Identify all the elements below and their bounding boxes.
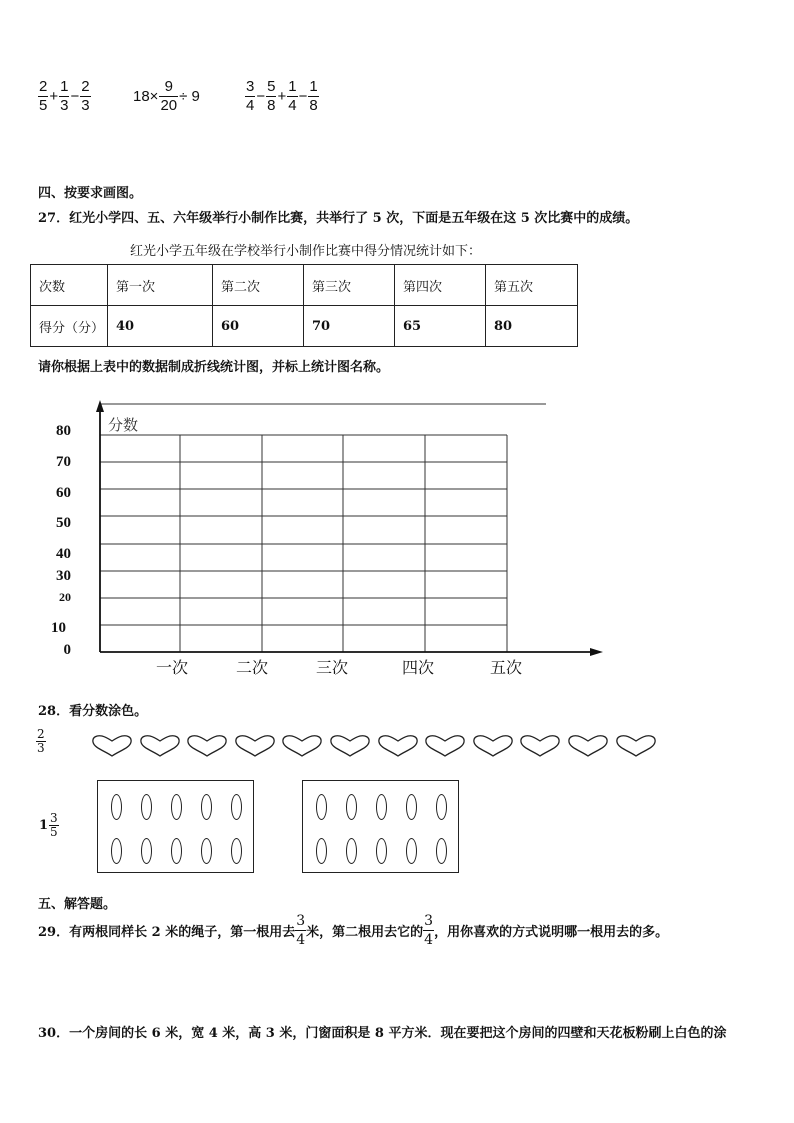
frac-num: 2: [81, 78, 90, 95]
y-axis-arrow: [96, 400, 104, 412]
score-table: [30, 264, 578, 347]
oval-shape: [436, 794, 447, 820]
table-cell: 65: [395, 306, 486, 347]
y-tick-label: 0: [63, 642, 71, 658]
fraction: [287, 78, 297, 115]
table-cell: 40: [108, 306, 213, 347]
oval-shape: [141, 838, 152, 864]
question-29-text: [38, 912, 668, 949]
q29-part3: ，用你喜欢的方式说明哪一根用去的多。: [434, 925, 669, 940]
operator: +: [49, 88, 59, 105]
calc-expression-3: [245, 78, 319, 115]
fraction-two-thirds: [36, 728, 46, 755]
fraction: [59, 78, 69, 115]
question-30-text: 30．一个房间的长 6 米，宽 4 米，高 3 米，门窗面积是 8 平方米．现在要把这个房间的四壁和天花板粉刷上白色的涂: [38, 1026, 727, 1041]
heart-shape: [567, 734, 609, 762]
x-axis-arrow: [590, 648, 603, 656]
heart-shape: [615, 734, 657, 762]
fraction: [308, 78, 318, 115]
question-28-text: 28．看分数涂色。: [38, 704, 148, 719]
fraction: [159, 78, 178, 115]
y-tick-label: 20: [59, 590, 71, 604]
frac-den: 3: [37, 741, 45, 755]
table-cell: 60: [213, 306, 304, 347]
table-cell: 70: [304, 306, 395, 347]
oval-shape: [346, 794, 357, 820]
frac-num: 3: [50, 811, 58, 825]
fraction: [245, 78, 255, 115]
heart-shape: [424, 734, 466, 762]
frac-den: 5: [50, 825, 58, 839]
frac-den: 4: [288, 97, 297, 114]
frac-num: 1: [288, 78, 297, 95]
frac-num: 5: [267, 78, 276, 95]
oval-shape: [436, 838, 447, 864]
oval-shape: [346, 838, 357, 864]
y-tick-label: 10: [51, 620, 66, 636]
oval-shape: [201, 838, 212, 864]
heart-shape: [519, 734, 561, 762]
y-tick-label: 30: [56, 568, 71, 584]
fraction: [266, 78, 276, 115]
section-5-heading: 五、解答题。: [38, 897, 117, 912]
line-chart-grid: [0, 390, 794, 690]
table-header-row: [31, 265, 578, 306]
y-tick-label: 60: [56, 485, 71, 501]
oval-shape: [231, 838, 242, 864]
section-4-heading: 四、按要求画图。: [38, 186, 143, 201]
oval-shape: [201, 794, 212, 820]
table-cell: 80: [486, 306, 578, 347]
frac-den: 8: [267, 97, 276, 114]
table-cell: 第五次: [486, 265, 578, 306]
frac-den: 20: [160, 97, 178, 114]
y-tick-label: 70: [56, 454, 71, 470]
table-cell: 得分（分）: [31, 306, 108, 347]
operator: ÷ 9: [179, 88, 200, 105]
calc-expression-1: [38, 78, 91, 115]
frac-num: 9: [159, 78, 178, 97]
frac-den: 8: [309, 97, 318, 114]
chart-instruction: 请你根据上表中的数据制成折线统计图，并标上统计图名称。: [38, 360, 390, 375]
heart-shape: [186, 734, 228, 762]
table-cell: 第二次: [213, 265, 304, 306]
q29-part2: 米，第二根用去它的: [306, 925, 424, 940]
question-27-text: 27．红光小学四、五、六年级举行小制作比赛，共举行了 5 次，下面是五年级在这 5 次比赛中的成绩。: [38, 211, 639, 226]
frac-num: 3: [296, 913, 306, 929]
frac-den: 3: [81, 97, 90, 114]
oval-shape: [111, 794, 122, 820]
table-cell: 第三次: [304, 265, 395, 306]
oval-shape: [376, 838, 387, 864]
frac-num: 2: [37, 727, 45, 741]
oval-shape: [231, 794, 242, 820]
operator: −: [70, 88, 80, 105]
q29-part1: 29．有两根同样长 2 米的绳子，第一根用去: [38, 925, 296, 940]
table-cell: 次数: [31, 265, 108, 306]
fraction: [80, 78, 90, 115]
operator: −: [298, 88, 308, 105]
frac-den: 4: [424, 932, 434, 948]
fraction: [38, 78, 48, 115]
y-tick-label: 80: [56, 423, 71, 439]
heart-shape: [281, 734, 323, 762]
x-tick-label: 一次: [155, 660, 189, 677]
frac-num: 3: [424, 913, 434, 929]
x-tick-label: 四次: [401, 660, 435, 677]
operator: 18×: [133, 88, 159, 105]
oval-shape: [111, 838, 122, 864]
frac-num: 1: [60, 78, 69, 95]
oval-shape: [171, 838, 182, 864]
oval-shape: [171, 794, 182, 820]
x-tick-label: 二次: [235, 660, 269, 677]
oval-shape: [406, 794, 417, 820]
heart-shape: [329, 734, 371, 762]
table-cell: 第一次: [108, 265, 213, 306]
heart-shape: [377, 734, 419, 762]
oval-shape: [316, 794, 327, 820]
oval-shape: [141, 794, 152, 820]
y-tick-label: 50: [56, 515, 71, 531]
frac-den: 5: [39, 97, 48, 114]
frac-den: 3: [60, 97, 69, 114]
frac-num: 1: [309, 78, 318, 95]
oval-shape: [376, 794, 387, 820]
oval-shape: [316, 838, 327, 864]
y-tick-label: 40: [56, 546, 71, 562]
table-cell: 第四次: [395, 265, 486, 306]
x-tick-label: 三次: [315, 660, 349, 677]
mixed-whole: 1: [39, 818, 49, 833]
heart-shape: [472, 734, 514, 762]
y-axis-title: 分数: [108, 417, 139, 434]
heart-shape: [91, 734, 133, 762]
frac-num: 2: [39, 78, 48, 95]
table-caption: 红光小学五年级在学校举行小制作比赛中得分情况统计如下：: [130, 244, 482, 259]
oval-shape: [406, 838, 417, 864]
calc-expression-2: [132, 78, 201, 115]
table-row: [31, 306, 578, 347]
mixed-fraction-one-three-fifths: [38, 812, 59, 839]
frac-num: 3: [246, 78, 255, 95]
frac-den: 4: [296, 932, 306, 948]
heart-shape: [234, 734, 276, 762]
operator: +: [277, 88, 287, 105]
heart-shape: [139, 734, 181, 762]
x-tick-label: 五次: [489, 660, 523, 677]
frac-den: 4: [246, 97, 255, 114]
operator: −: [256, 88, 266, 105]
